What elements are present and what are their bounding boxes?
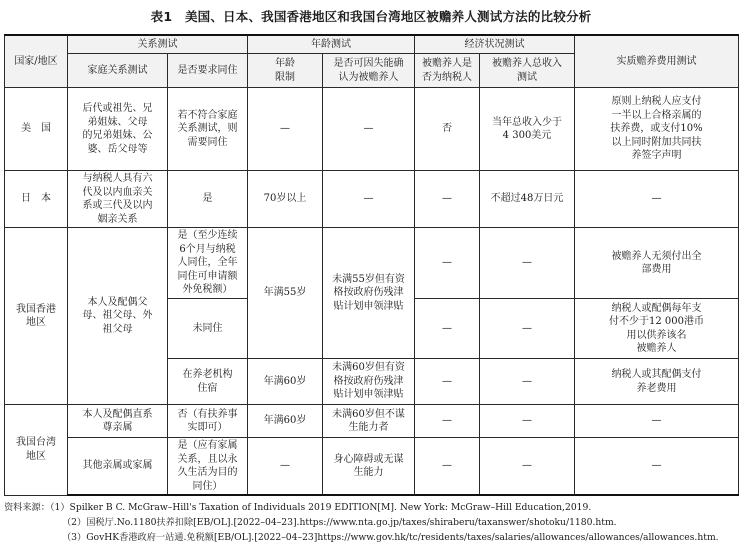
cell-total-income: 当年总收入少于 4 300美元 xyxy=(480,88,575,171)
source-note-1 xyxy=(4,500,738,515)
source-note-3: （3）GovHK香港政府一站通.免税额[EB/OL].[2022–04–23]https://www.gov.hk/tc/residents/taxes/salaries/allowances/allowances/allowances.htm. xyxy=(62,532,719,543)
cell-disability: — xyxy=(323,88,415,171)
cell-disability: — xyxy=(323,171,415,228)
table-row-jp xyxy=(5,171,739,228)
cell-total-income: — xyxy=(480,228,575,299)
cell-family-relation: 其他亲属或家属 xyxy=(68,438,168,496)
cell-support-cost: — xyxy=(575,405,739,438)
cell-cohabitation: 未同住 xyxy=(168,299,248,359)
cell-age-limit: — xyxy=(248,88,323,171)
cell-support-cost: — xyxy=(575,171,739,228)
table-title: 表1 美国、日本、我国香港地区和我国台湾地区被赡养人测试方法的比较分析 xyxy=(150,9,592,24)
table-row-tw-2 xyxy=(5,438,739,496)
header-taxpayer: 被赡养人是 否为纳税人 xyxy=(415,54,480,88)
cell-support-cost: 纳税人或其配偶支付 养老费用 xyxy=(575,359,739,405)
cell-cohabitation: 是（应有家属 关系，且以永 久生活为目的 同住） xyxy=(168,438,248,496)
header-support-cost: 实质赡养费用测试 xyxy=(575,35,739,88)
cell-support-cost: 纳税人或配偶每年支 付不少于12 000港币 用以供养该名 被赡养人 xyxy=(575,299,739,359)
header-disability: 是否可因失能确 认为被赡养人 xyxy=(323,54,415,88)
cell-family-relation: 本人及配偶直系 尊亲属 xyxy=(68,405,168,438)
cell-family-relation: 后代或祖先、兄 弟姐妹、父母 的兄弟姐妹、公 婆、岳父母等 xyxy=(68,88,168,171)
cell-age-limit: 年满60岁 xyxy=(248,405,323,438)
cell-taxpayer: 否 xyxy=(415,88,480,171)
cell-total-income: 不超过48万日元 xyxy=(480,171,575,228)
cell-region-hk: 我国香港 地区 xyxy=(5,228,68,405)
header-total-income: 被赡养人总收入 测试 xyxy=(480,54,575,88)
cell-age-limit: 70岁以上 xyxy=(248,171,323,228)
cell-support-cost: 被赡养人无须付出全 部费用 xyxy=(575,228,739,299)
cell-total-income: — xyxy=(480,438,575,496)
cell-region-jp: 日 本 xyxy=(5,171,68,228)
source-note-2: （2）国税厅.No.1180扶养扣除[EB/OL].[2022–04–23].https://www.nta.go.jp/taxes/shiraberu/taxanswer/shotoku/1180.htm. xyxy=(62,517,617,528)
header-age-test: 年龄测试 xyxy=(248,35,415,54)
cell-region-tw: 我国台湾 地区 xyxy=(5,405,68,496)
cell-cohabitation: 是（至少连续 6个月与纳税 人同住，全年 同住可申请额 外免税额） xyxy=(168,228,248,299)
cell-taxpayer: — xyxy=(415,359,480,405)
source-notes xyxy=(4,500,738,545)
header-row-group xyxy=(5,35,739,54)
cell-family-relation: 与纳税人具有六 代及以内血亲关 系或三代及以内 姻亲关系 xyxy=(68,171,168,228)
cell-cohabitation: 若不符合家庭 关系测试，则 需要同住 xyxy=(168,88,248,171)
cell-taxpayer: — xyxy=(415,228,480,299)
table-row-tw-1 xyxy=(5,405,739,438)
cell-taxpayer: — xyxy=(415,405,480,438)
cell-age-limit: — xyxy=(248,438,323,496)
source-label: 资料来源： xyxy=(4,502,50,513)
cell-cohabitation: 在养老机构 住宿 xyxy=(168,359,248,405)
table-row-us xyxy=(5,88,739,171)
cell-support-cost: 原则上纳税人应支付 一半以上合格亲属的 扶养费，或支付10% 以上同时附加共同扶 养签字声明 xyxy=(575,88,739,171)
cell-age-limit: 年满60岁 xyxy=(248,359,323,405)
cell-family-relation: 本人及配偶父 母、祖父母、外 祖父母 xyxy=(68,228,168,405)
cell-support-cost: — xyxy=(575,438,739,496)
header-region: 国家/地区 xyxy=(5,35,68,88)
cell-age-limit: 年满55岁 xyxy=(248,228,323,359)
cell-total-income: — xyxy=(480,299,575,359)
cell-total-income: — xyxy=(480,359,575,405)
cell-disability: 身心障碍或无谋 生能力 xyxy=(323,438,415,496)
cell-disability: 未满60岁但不谋 生能力者 xyxy=(323,405,415,438)
cell-disability: 未满60岁但有资 格按政府伤残津 贴计划申领津贴 xyxy=(323,359,415,405)
source-text: （1）Spilker B C. McGraw–Hill's Taxation of Individuals 2019 EDITION[M]. New York: McGraw–Hill Education,2019. xyxy=(49,502,592,513)
cell-cohabitation: 是 xyxy=(168,171,248,228)
header-cohabitation: 是否要求同住 xyxy=(168,54,248,88)
header-age-limit: 年龄 限制 xyxy=(248,54,323,88)
cell-taxpayer: — xyxy=(415,299,480,359)
cell-disability: 未满55岁但有资 格按政府伤残津 贴计划申领津贴 xyxy=(323,228,415,359)
header-economic-test: 经济状况测试 xyxy=(415,35,575,54)
cell-taxpayer: — xyxy=(415,171,480,228)
header-family-relation: 家庭关系测试 xyxy=(68,54,168,88)
cell-region-us: 美 国 xyxy=(5,88,68,171)
header-relation-test: 关系测试 xyxy=(68,35,248,54)
table-row-hk-1 xyxy=(5,228,739,299)
cell-cohabitation: 否（有扶养事 实即可） xyxy=(168,405,248,438)
cell-total-income: — xyxy=(480,405,575,438)
comparison-table xyxy=(4,34,739,496)
cell-taxpayer: — xyxy=(415,438,480,496)
